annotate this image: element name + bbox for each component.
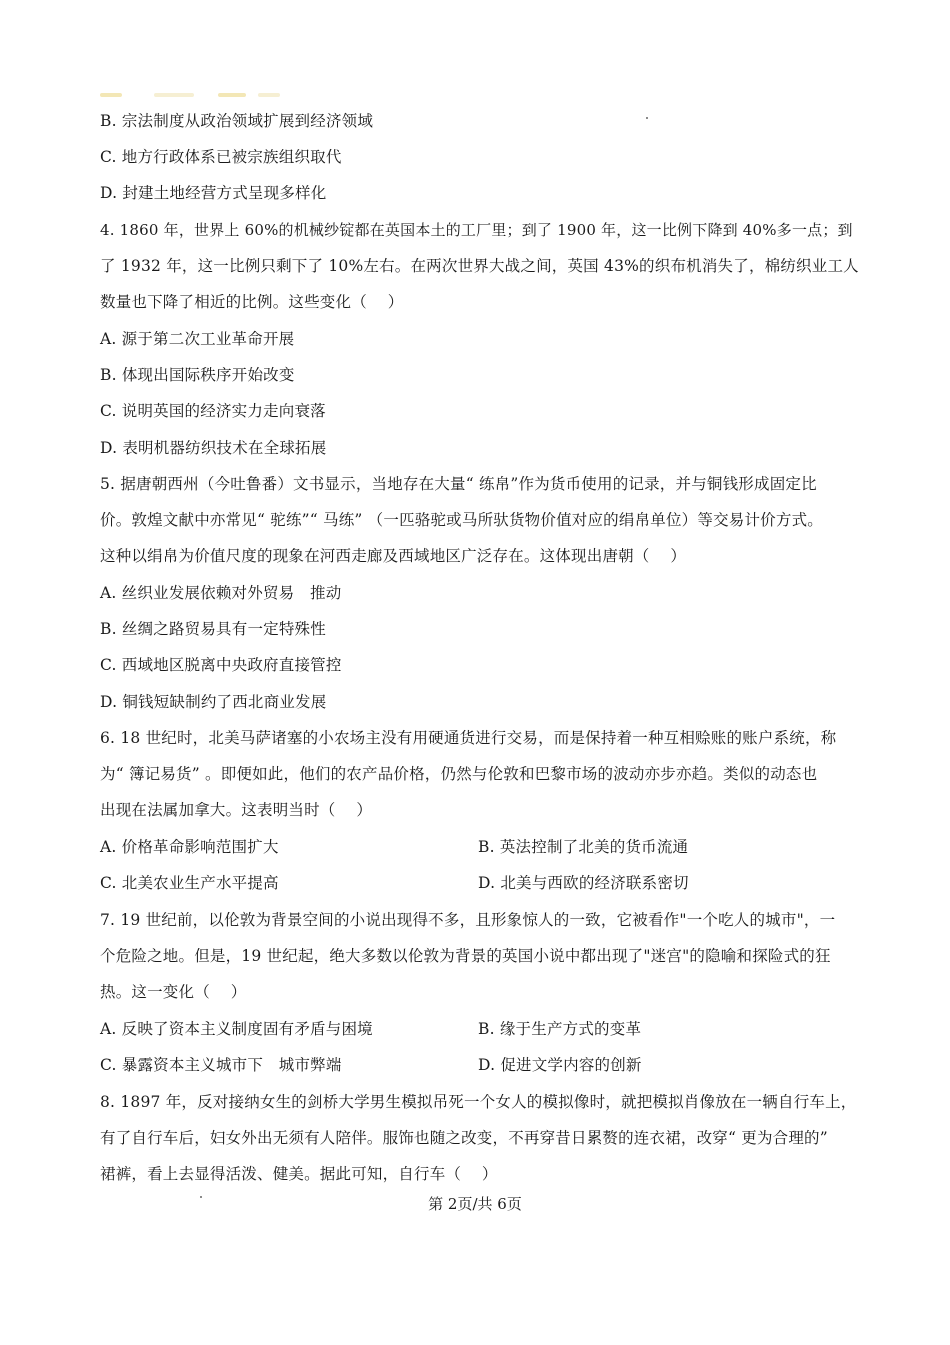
question-5-option-d: D. 铜钱短缺制约了西北商业发展 (100, 693, 327, 711)
question-6-option-d: D. 北美与西欧的经济联系密切 (478, 874, 689, 892)
option-d: D. 封建土地经营方式呈现多样化 (100, 184, 327, 202)
question-4-stem: 4. 1860 年，世界上 60%的机械纱锭都在英国本土的工厂里；到了 1900 年，这一比例下降到 40%多一点；到 (100, 221, 853, 239)
question-8-stem: 裙裤，看上去显得活泼、健美。据此可知，自行车（ ） (100, 1165, 498, 1183)
question-8-stem: 有了自行车后，妇女外出无须有人陪伴。服饰也随之改变，不再穿昔日累赘的连衣裙，改穿“ 更为合理的” (100, 1129, 828, 1147)
scan-smudge (100, 93, 290, 98)
question-5-stem: 价。敦煌文献中亦常见“ 驼练”“ 马练” （一匹骆驼或马所驮货物价值对应的绢帛单位）等交易计价方式。 (100, 511, 823, 529)
question-4-option-c: C. 说明英国的经济实力走向衰落 (100, 402, 326, 420)
question-6-stem: 为“ 簿记易货” 。即便如此，他们的农产品价格，仍然与伦敦和巴黎市场的波动亦步亦趋。类似的动态也 (100, 765, 818, 783)
question-7-stem: 热。这一变化（ ） (100, 983, 247, 1001)
scan-speck (646, 117, 648, 119)
question-5-stem: 5. 据唐朝西州（今吐鲁番）文书显示，当地存在大量“ 练帛”作为货币使用的记录，并与铜钱形成固定比 (100, 475, 817, 493)
question-7-option-a: A. 反映了资本主义制度固有矛盾与困境 (100, 1020, 373, 1038)
question-4-option-b: B. 体现出国际秩序开始改变 (100, 366, 295, 384)
question-4-stem: 了 1932 年，这一比例只剩下了 10%左右。在两次世界大战之间，英国 43%的织布机消失了，棉纺织业工人 (100, 257, 859, 275)
question-6-option-a: A. 价格革命影响范围扩大 (100, 838, 279, 856)
question-8-stem: 8. 1897 年，反对接纳女生的剑桥大学男生模拟吊死一个女人的模拟像时，就把模拟肖像放在一辆自行车上， (100, 1093, 857, 1111)
question-6-option-c: C. 北美农业生产水平提高 (100, 874, 279, 892)
page-number: 第 2页/共 6页 (428, 1195, 522, 1213)
question-6-stem: 6. 18 世纪时，北美马萨诸塞的小农场主没有用硬通货进行交易，而是保持着一种互相赊账的账户系统，称 (100, 729, 837, 747)
question-6-option-b: B. 英法控制了北美的货币流通 (478, 838, 689, 856)
question-4-option-d: D. 表明机器纺织技术在全球拓展 (100, 439, 327, 457)
question-4-stem: 数量也下降了相近的比例。这些变化（ ） (100, 293, 404, 311)
question-7-option-c: C. 暴露资本主义城市下 城市弊端 (100, 1056, 342, 1074)
question-7-option-b: B. 缘于生产方式的变革 (478, 1020, 642, 1038)
question-6-stem: 出现在法属加拿大。这表明当时（ ） (100, 801, 373, 819)
question-5-option-c: C. 西域地区脱离中央政府直接管控 (100, 656, 342, 674)
option-c: C. 地方行政体系已被宗族组织取代 (100, 148, 342, 166)
question-7-option-d: D. 促进文学内容的创新 (478, 1056, 642, 1074)
question-7-stem: 7. 19 世纪前，以伦敦为背景空间的小说出现得不多，且形象惊人的一致，它被看作"一个吃人的城市"，一 (100, 911, 836, 929)
question-5-option-a: A. 丝织业发展依赖对外贸易 推动 (100, 584, 342, 602)
question-5-option-b: B. 丝绸之路贸易具有一定特殊性 (100, 620, 326, 638)
option-b: B. 宗法制度从政治领域扩展到经济领域 (100, 112, 374, 130)
question-4-option-a: A. 源于第二次工业革命开展 (100, 330, 295, 348)
question-5-stem: 这种以绢帛为价值尺度的现象在河西走廊及西域地区广泛存在。这体现出唐朝（ ） (100, 547, 687, 565)
question-7-stem: 个危险之地。但是，19 世纪起，绝大多数以伦敦为背景的英国小说中都出现了"迷宫"的隐喻和探险式的狂 (100, 947, 831, 965)
